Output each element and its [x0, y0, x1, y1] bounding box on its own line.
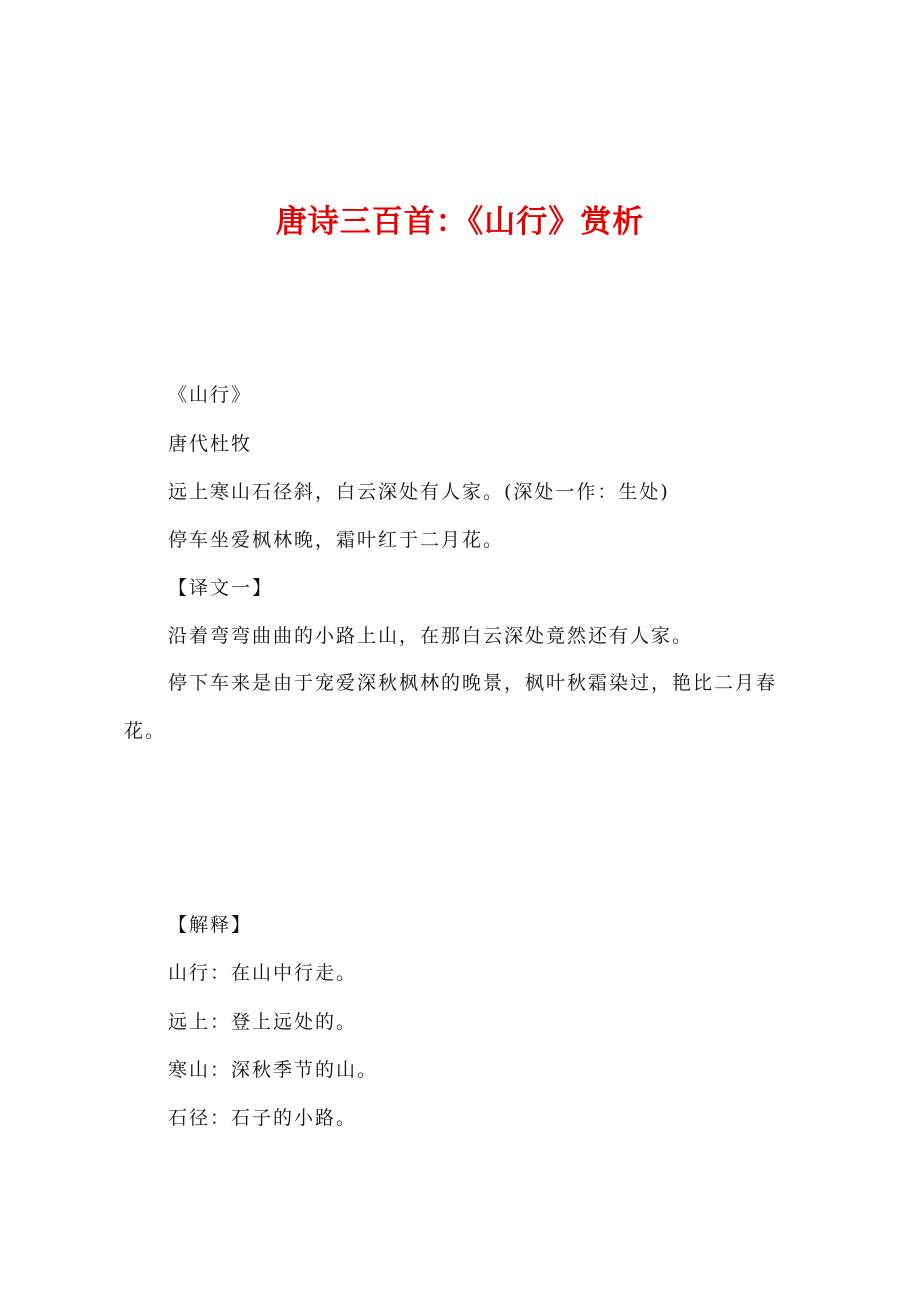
- page-title: 唐诗三百首：《山行》赏析: [275, 204, 645, 240]
- poem-title: 《山行》: [168, 384, 253, 406]
- poem-line-2: 停车坐爱枫林晚，霜叶红于二月花。: [168, 529, 505, 551]
- translation-line-2: 停下车来是由于宠爱深秋枫林的晚景，枫叶秋霜染过，艳比二月春花。: [124, 672, 778, 742]
- poem-line-1: 远上寒山石径斜，白云深处有人家。(深处一作：生处): [168, 481, 670, 503]
- explanation-item: 山行：在山中行走。: [168, 962, 358, 984]
- poem-author: 唐代杜牧: [168, 433, 253, 455]
- explanation-heading: 【解释】: [168, 914, 253, 936]
- explanation-item: 石径：石子的小路。: [168, 1107, 358, 1129]
- translation-heading: 【译文一】: [168, 577, 274, 599]
- explanation-item: 远上：登上远处的。: [168, 1011, 358, 1033]
- translation-line-1: 沿着弯弯曲曲的小路上山，在那白云深处竟然还有人家。: [168, 625, 694, 647]
- explanation-item: 寒山：深秋季节的山。: [168, 1059, 379, 1081]
